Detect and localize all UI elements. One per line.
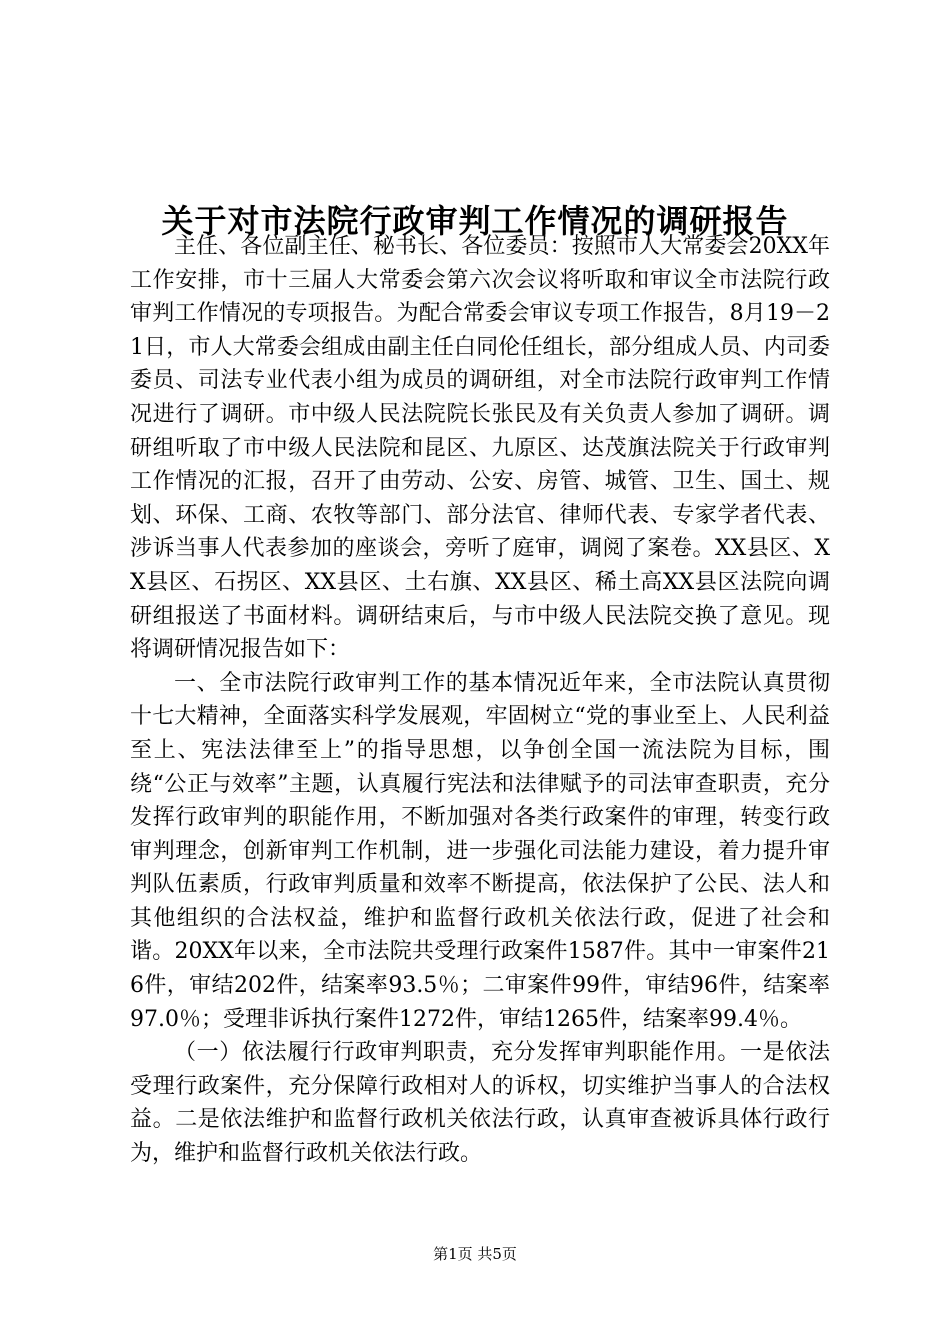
document-title: 关于对市法院行政审判工作情况的调研报告 (161, 202, 789, 241)
paragraph-subsection-one: （一）依法履行行政审判职责，充分发挥审判职能作用。一是依法受理行政案件，充分保障行政相对人的诉权，切实维护当事人的合法权益。二是依法维护和监督行政机关依法行政，认真审查被诉具体行政行为，维护和监督行政机关依法行政。 (130, 1040, 830, 1167)
paragraph-section-one: 一、全市法院行政审判工作的基本情况近年来，全市法院认真贯彻十七大精神，全面落实科学发展观，牢固树立“党的事业至上、人民利益至上、宪法法律至上”的指导思想，以争创全国一流法院为目标，围绕“公正与效率”主题，认真履行宪法和法律赋予的司法审查职责，充分发挥行政审判的职能作用，不断加强对各类行政案件的审理，转变行政审判理念，创新审判工作机制，进一步强化司法能力建设，着力提升审判队伍素质，行政审判质量和效率不断提高，依法保护了公民、法人和其他组织的合法权益，维护和监督行政机关依法行政，促进了社会和谐。20XX年以来，全市法院共受理行政案件1587件。其中一审案件216件，审结202件，结案率93.5％；二审案件99件，审结96件，结案率97.0％；受理非诉执行案件1272件，审结1265件，结案率99.4％。 (130, 670, 830, 1032)
document-body (130, 230, 830, 1171)
paragraph-intro: 主任、各位副主任、秘书长、各位委员：按照市人大常委会20XX年工作安排，市十三届人大常委会第六次会议将听取和审议全市法院行政审判工作情况的专项报告。为配合常委会审议专项工作报告，8月19－21日，市人大常委会组成由副主任白同伦任组长，部分组成人员、内司委委员、司法专业代表小组为成员的调研组，对全市法院行政审判工作情况进行了调研。市中级人民法院院长张民及有关负责人参加了调研。调研组听取了市中级人民法院和昆区、九原区、达茂旗法院关于行政审判工作情况的汇报，召开了由劳动、公安、房管、城管、卫生、国土、规划、环保、工商、农牧等部门、部分法官、律师代表、专家学者代表、涉诉当事人代表参加的座谈会，旁听了庭审，调阅了案卷。XX县区、XX县区、石拐区、XX县区、土右旗、XX县区、稀土高XX县区法院向调研组报送了书面材料。调研结束后，与市中级人民法院交换了意见。现将调研情况报告如下： (130, 234, 830, 663)
page-number-footer: 第1页 共5页 (433, 1245, 517, 1263)
